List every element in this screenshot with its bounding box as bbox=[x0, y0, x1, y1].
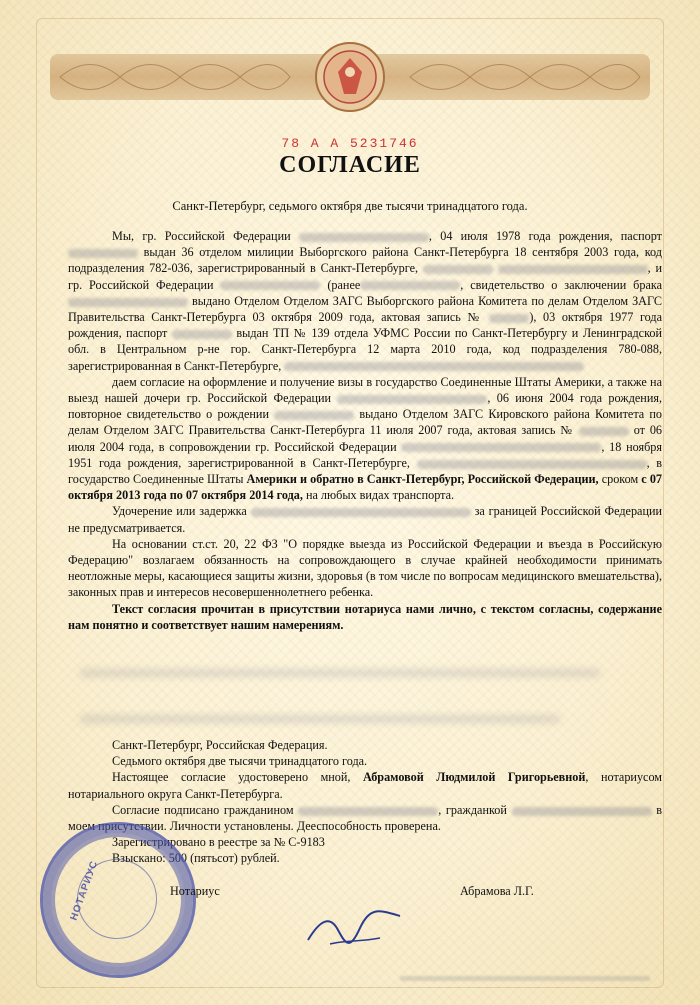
paragraph-legal-basis: На основании ст.ст. 20, 22 ФЗ "О порядке выезда из Российской Федерации и въезда в Российскую Федерацию" возлагаем обязанность на сопровождающего в случае крайней необходимости принимать неотложные меры, касающиеся защиты жизни, здоровья (в том числе по вопросам медицинского вмешательства), законных прав и интересов несовершеннолетнего ребенка. bbox=[68, 536, 662, 600]
redacted-text bbox=[172, 330, 232, 339]
footer-registry: Зарегистрировано в реестре за № С-9183 bbox=[112, 835, 325, 850]
redacted-text bbox=[68, 249, 138, 258]
place-and-date: Санкт-Петербург, седьмого октября две тысячи тринадцатого года. bbox=[172, 199, 528, 213]
text-segment: на любых видах транспорта. bbox=[305, 488, 455, 503]
text-segment: , и гр. Российской Федерации bbox=[68, 261, 662, 292]
text-segment: выдано Отделом Отделом ЗАГС Выборгского района Комитета по делам Отделом ЗАГС Правительства Санкт-Петербурга 03 октября 2009 года, актовая запись № bbox=[68, 293, 662, 325]
text-segment: , 04 июля 1978 года рождения, паспорт bbox=[428, 229, 662, 243]
redacted-text bbox=[512, 807, 652, 816]
paragraph-acknowledgement: Текст согласия прочитан в присутствии нотариуса нами лично, с текстом согласны, содержание нам понятно и соответствует нашим намерениям. bbox=[68, 601, 662, 632]
text-segment: Мы, гр. Российской Федерации bbox=[112, 229, 291, 243]
redacted-text bbox=[498, 265, 648, 274]
paragraph-parties bbox=[68, 228, 662, 374]
text-segment: выдан 36 отделом милиции Выборгского района Санкт-Петербурга 18 сентября 2003 года, код подразделения 782-036, зарегистрированный в Санкт-Петербурге, bbox=[68, 245, 662, 276]
travel-destination: Америки и обратно в Санкт-Петербург, Российской Федерации, bbox=[246, 472, 599, 487]
redacted-text bbox=[489, 314, 529, 323]
text-segment: за границей Российской Федерации не предусматривается. bbox=[68, 504, 663, 535]
document-title: СОГЛАСИЕ bbox=[279, 152, 421, 178]
notary-seal-stamp bbox=[40, 822, 196, 978]
blurred-signature-line bbox=[80, 716, 560, 722]
text-segment: , гражданкой bbox=[438, 802, 507, 817]
text-segment: , в государство Соединенные Штаты bbox=[68, 455, 662, 487]
text-segment: даем согласие на оформление и получение визы в государство Соединенные Штаты Америки, а также на выезд нашей дочери гр. Российской Федерации bbox=[68, 374, 662, 406]
text-segment: ), 03 октября 1977 года рождения, паспорт bbox=[68, 310, 663, 341]
footer-signed bbox=[68, 802, 662, 834]
footer-fee: Взыскано: 500 (пятьсот) рублей. bbox=[112, 851, 280, 866]
redacted-text bbox=[274, 411, 354, 420]
paragraph-consent bbox=[68, 374, 662, 504]
redacted-text bbox=[423, 265, 493, 274]
form-serial-number: 78 А А 5231746 bbox=[281, 136, 419, 151]
text-segment: , свидетельство о заключении брака bbox=[460, 277, 663, 292]
text-segment: , нотариусом нотариального округа Санкт-Петербурга. bbox=[68, 770, 663, 801]
text-segment: сроком bbox=[601, 472, 639, 487]
blurred-fine-print bbox=[400, 976, 650, 981]
text-segment: выдано Отделом ЗАГС Кировского района Комитета по делам Отделом ЗАГС Правительства Санкт-Петербурга 11 июля 2007 года, актовая запись № bbox=[68, 407, 663, 438]
notary-label: Нотариус bbox=[170, 884, 220, 898]
redacted-text bbox=[401, 443, 601, 452]
text-segment: Согласие подписано гражданином bbox=[112, 802, 294, 817]
redacted-text bbox=[68, 298, 188, 307]
redacted-text bbox=[251, 508, 471, 517]
redacted-text bbox=[299, 233, 429, 242]
redacted-text bbox=[298, 807, 438, 816]
redacted-text bbox=[284, 362, 584, 371]
text-segment: Настоящее согласие удостоверено мной, bbox=[112, 770, 351, 785]
redacted-text bbox=[360, 281, 460, 290]
text-segment: , 06 июня 2004 года рождения, повторное свидетельство о рождении bbox=[68, 391, 663, 422]
ornamental-header-band bbox=[50, 42, 650, 112]
signature-area bbox=[80, 640, 640, 750]
redacted-text bbox=[579, 427, 629, 436]
redacted-text bbox=[337, 395, 487, 404]
redacted-text bbox=[220, 281, 320, 290]
redacted-text bbox=[417, 460, 647, 469]
blurred-signature-line bbox=[80, 670, 600, 676]
footer-certified bbox=[68, 769, 662, 801]
stamp-label: НОТАРИУС bbox=[68, 859, 101, 922]
text-segment: в моем присутствии. Личности установлены. Дееспособность проверена. bbox=[68, 802, 663, 834]
footer-date: Седьмого октября две тысячи тринадцатого года. bbox=[112, 754, 368, 769]
text-segment: , 18 ноября 1951 года рождения, зарегистрированной в Санкт-Петербурге, bbox=[68, 439, 663, 470]
notary-name: Абрамова Л.Г. bbox=[460, 884, 534, 898]
travel-period: с 07 октября 2013 года по 07 октября 2014 года, bbox=[68, 472, 663, 503]
text-segment: выдан ТП № 139 отдела УФМС России по Санкт-Петербургу и Ленинградской обл. в Центральном р-не гор. Санкт-Петербурга 12 марта 2010 года, код подразделения 780-088, зарегистрированная в Санкт-Петербурге, bbox=[68, 326, 663, 373]
notary-full-name: Абрамовой Людмилой Григорьевной bbox=[363, 770, 586, 785]
text-segment: Удочерение или задержка bbox=[112, 504, 247, 519]
text-segment: (ранее bbox=[327, 277, 361, 292]
notary-signature-icon bbox=[300, 900, 410, 960]
paragraph-adoption bbox=[68, 503, 662, 535]
consent-body bbox=[68, 228, 662, 633]
text-segment: от 06 июля 2004 года, в сопровождении гр. Российской Федерации bbox=[68, 423, 663, 454]
footer-place: Санкт-Петербург, Российская Федерация. bbox=[112, 738, 328, 752]
